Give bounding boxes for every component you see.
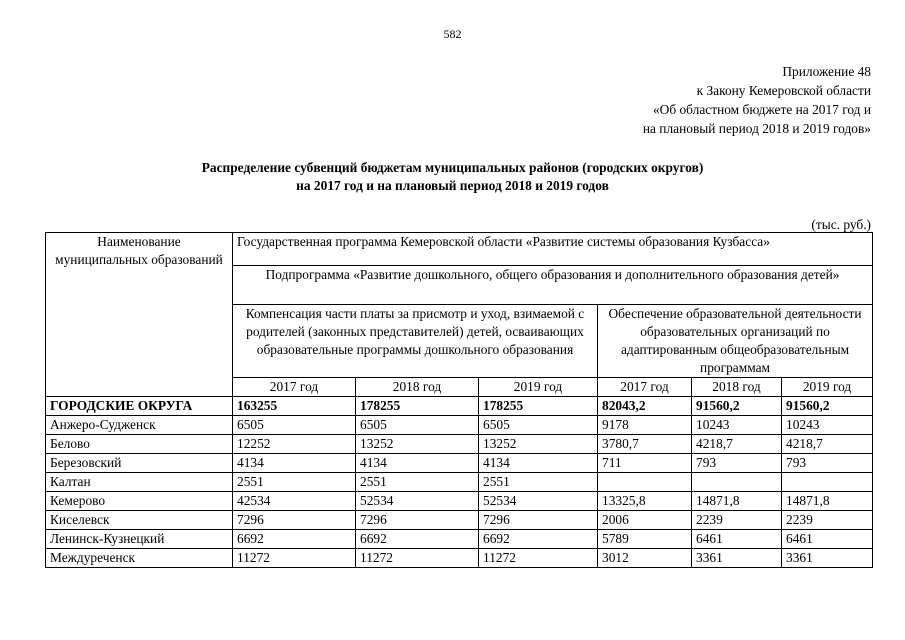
municipality-name: Белово [46,435,233,454]
value-cell: 6505 [233,416,356,435]
group-header-adapted-programs: Обеспечение образовательной деятельности образовательных организаций по адаптированным общеобразовательным программам [598,305,873,378]
value-cell: 4134 [233,454,356,473]
value-cell: 7296 [233,511,356,530]
value-cell: 6692 [356,530,479,549]
table-row [46,454,873,473]
appendix-line: к Закону Кемеровской области [696,83,871,98]
value-cell: 793 [692,454,782,473]
group-header-compensation: Компенсация части платы за присмотр и уход, взимаемой с родителей (законных представителей) детей, осваивающих образовательные программы дошкольного образования [233,305,598,378]
appendix-line: Приложение 48 [782,64,871,79]
value-cell: 91560,2 [692,397,782,416]
value-cell: 11272 [356,549,479,568]
value-cell: 5789 [598,530,692,549]
table-row [46,549,873,568]
appendix-line: на плановый период 2018 и 2019 годов» [642,121,871,136]
value-cell: 2006 [598,511,692,530]
value-cell: 178255 [356,397,479,416]
value-cell: 11272 [479,549,598,568]
year-header: 2018 год [356,378,479,397]
value-cell: 7296 [479,511,598,530]
municipality-name: Киселевск [46,511,233,530]
value-cell: 7296 [356,511,479,530]
year-header: 2019 год [479,378,598,397]
value-cell: 9178 [598,416,692,435]
municipality-name: Кемерово [46,492,233,511]
value-cell: 4218,7 [782,435,873,454]
value-cell: 52534 [479,492,598,511]
value-cell: 10243 [782,416,873,435]
value-cell: 14871,8 [782,492,873,511]
value-cell: 6692 [479,530,598,549]
value-cell: 3012 [598,549,692,568]
program-header: Государственная программа Кемеровской области «Развитие системы образования Кузбасса» [233,233,873,266]
value-cell [692,473,782,492]
document-title [0,159,905,195]
value-cell: 4134 [356,454,479,473]
table-row [46,492,873,511]
value-cell: 3361 [692,549,782,568]
municipality-name: ГОРОДСКИЕ ОКРУГА [46,397,233,416]
corner-header: Наименование муниципальных образований [46,233,233,397]
appendix-line: «Об областном бюджете на 2017 год и [652,102,871,117]
value-cell [598,473,692,492]
municipality-name: Ленинск-Кузнецкий [46,530,233,549]
value-cell: 6505 [479,416,598,435]
value-cell: 3780,7 [598,435,692,454]
units-label: (тыс. руб.) [811,217,871,232]
table-row [46,416,873,435]
title-line: Распределение субвенций бюджетам муниципальных районов (городских округов) [201,160,704,175]
title-line: на 2017 год и на плановый период 2018 и 2019 годов [296,178,609,193]
table-row [46,435,873,454]
value-cell: 2239 [782,511,873,530]
year-header: 2018 год [692,378,782,397]
municipality-name: Березовский [46,454,233,473]
value-cell: 12252 [233,435,356,454]
value-cell: 42534 [233,492,356,511]
value-cell: 4218,7 [692,435,782,454]
value-cell: 2551 [479,473,598,492]
value-cell [782,473,873,492]
value-cell: 178255 [479,397,598,416]
value-cell: 91560,2 [782,397,873,416]
value-cell: 52534 [356,492,479,511]
value-cell: 711 [598,454,692,473]
value-cell: 82043,2 [598,397,692,416]
page-number: 582 [443,27,462,41]
value-cell: 14871,8 [692,492,782,511]
value-cell: 3361 [782,549,873,568]
value-cell: 6505 [356,416,479,435]
municipality-name: Междуреченск [46,549,233,568]
municipality-name: Анжеро-Судженск [46,416,233,435]
total-row [46,397,873,416]
value-cell: 2239 [692,511,782,530]
value-cell: 6692 [233,530,356,549]
appendix-header [643,62,871,138]
value-cell: 6461 [782,530,873,549]
year-header: 2019 год [782,378,873,397]
year-header: 2017 год [598,378,692,397]
value-cell: 2551 [233,473,356,492]
value-cell: 6461 [692,530,782,549]
value-cell: 793 [782,454,873,473]
value-cell: 2551 [356,473,479,492]
table-row [46,511,873,530]
table-row [46,530,873,549]
value-cell: 11272 [233,549,356,568]
value-cell: 163255 [233,397,356,416]
value-cell: 13252 [479,435,598,454]
subventions-table [45,232,873,568]
year-header: 2017 год [233,378,356,397]
value-cell: 10243 [692,416,782,435]
table-row [46,473,873,492]
value-cell: 13325,8 [598,492,692,511]
subprogram-header: Подпрограмма «Развитие дошкольного, общего образования и дополнительного образования детей» [233,266,873,305]
value-cell: 4134 [479,454,598,473]
municipality-name: Калтан [46,473,233,492]
value-cell: 13252 [356,435,479,454]
